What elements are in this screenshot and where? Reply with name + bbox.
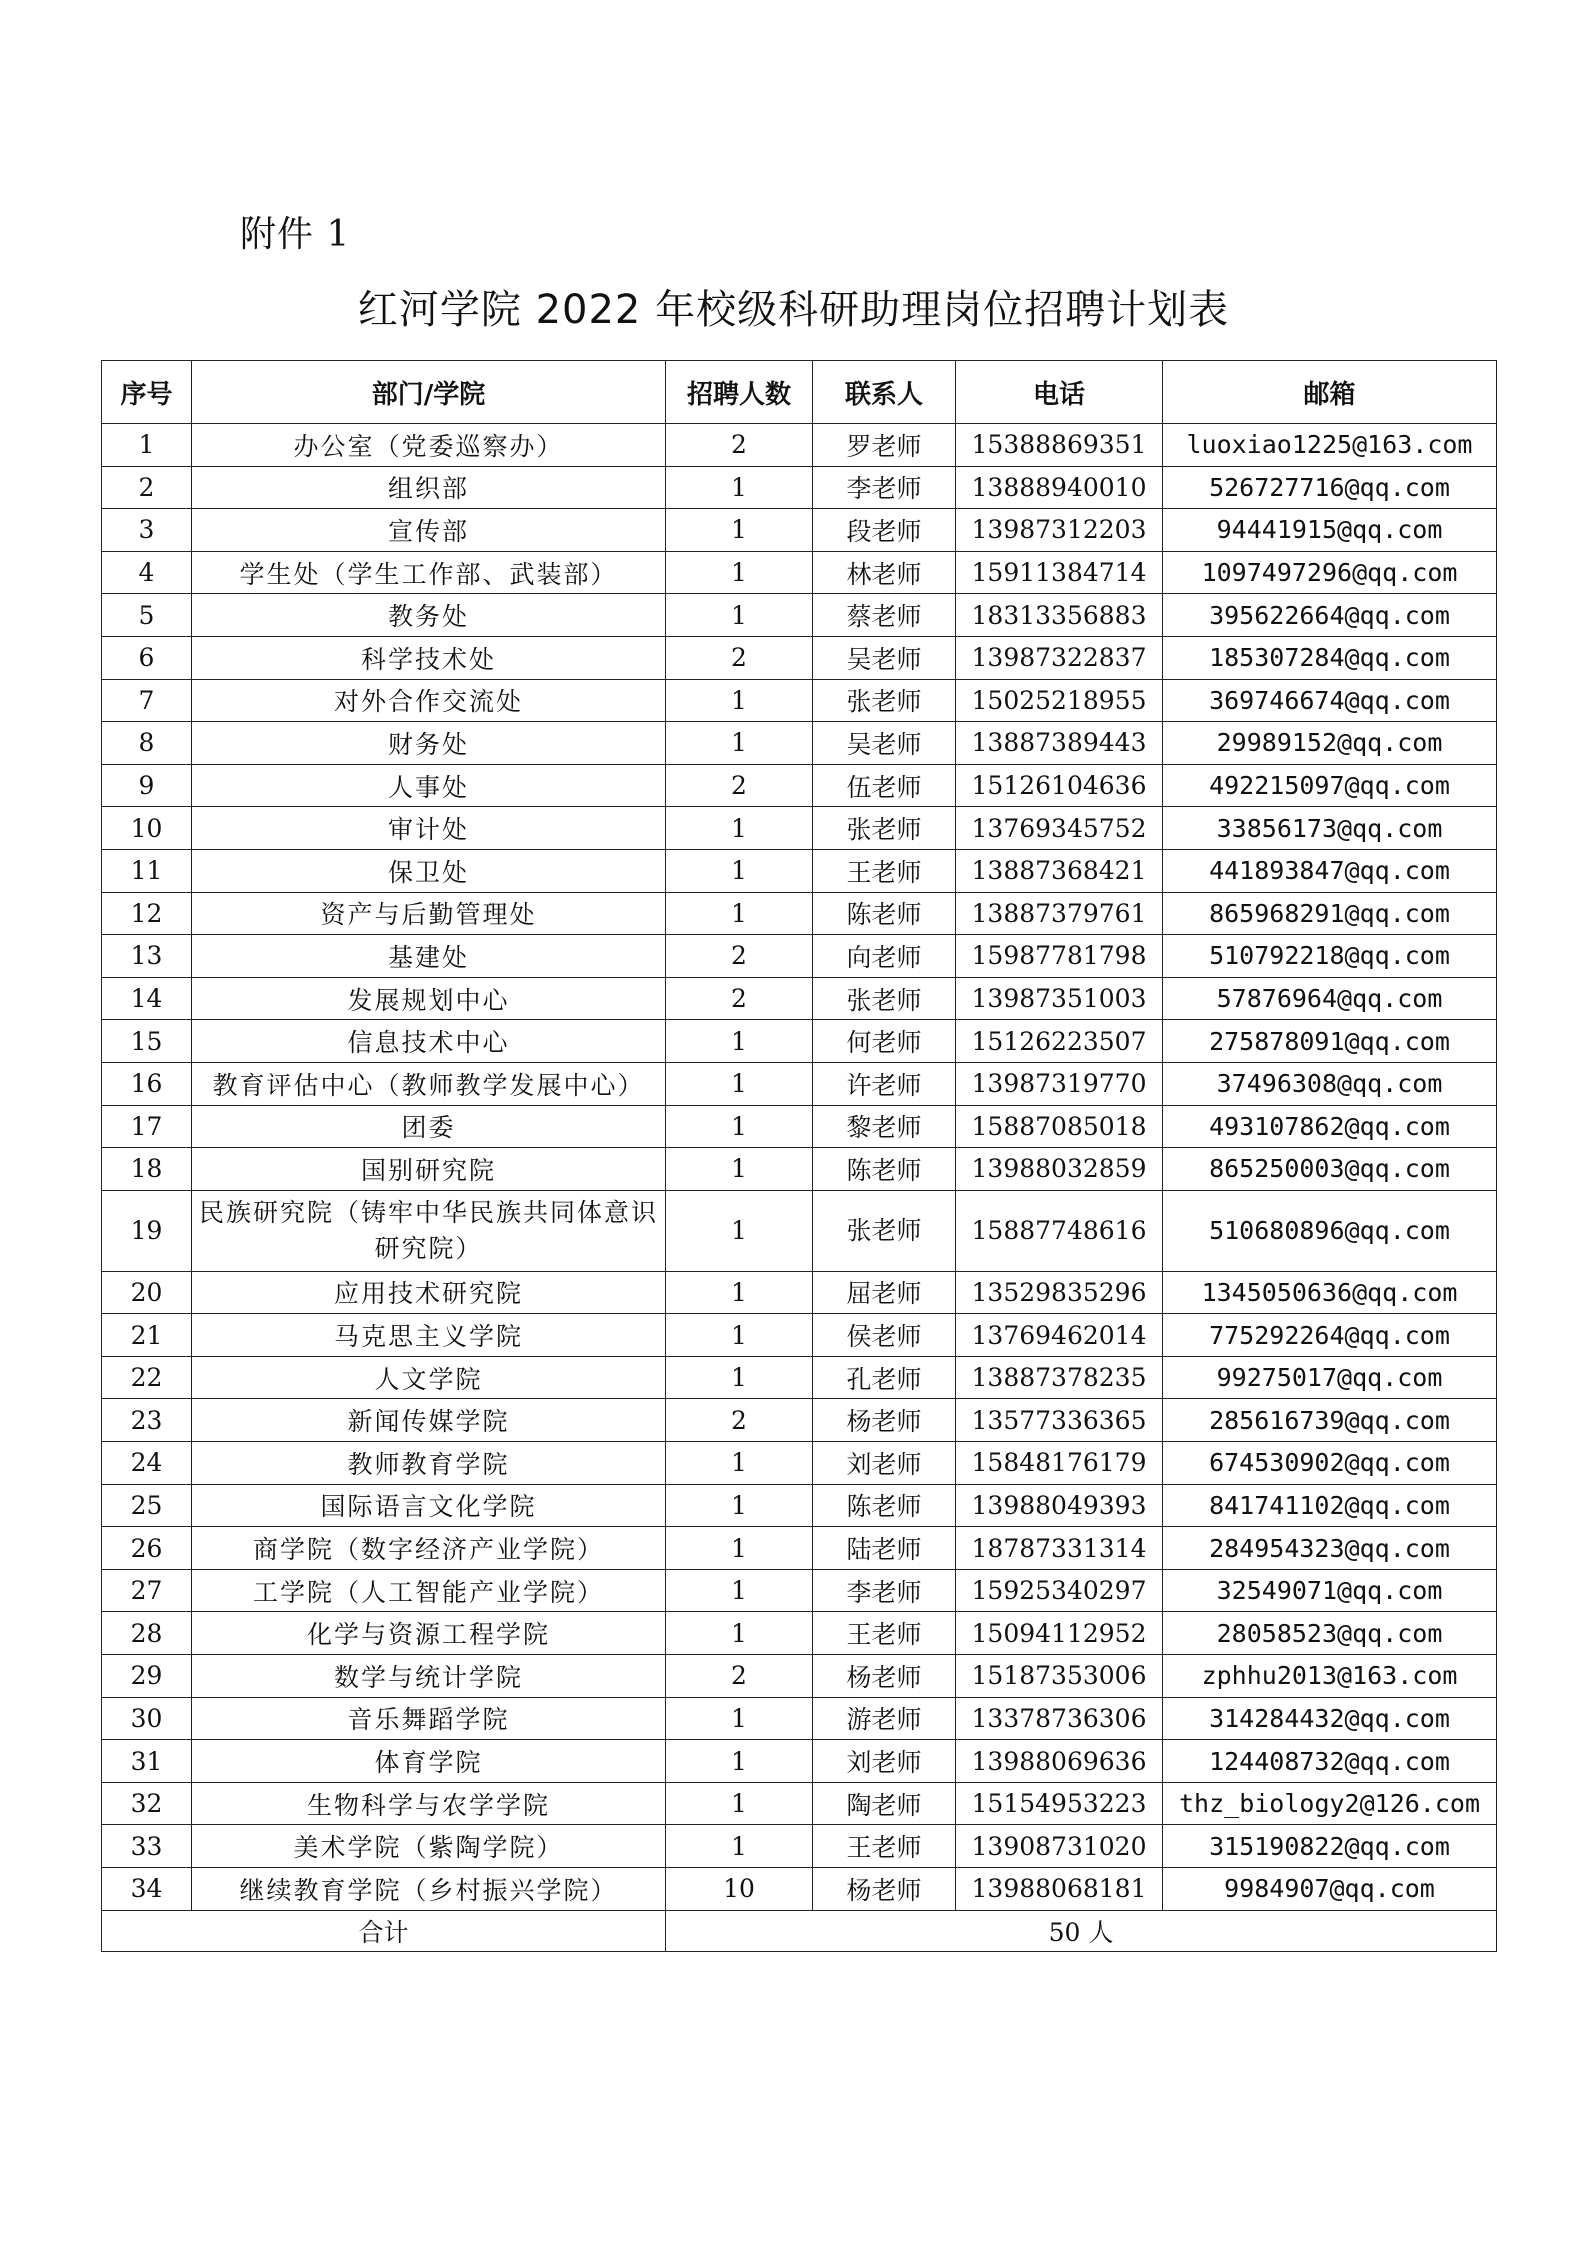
cell-email: 510792218@qq.com (1163, 935, 1497, 978)
cell-headcount: 1 (666, 594, 813, 637)
table-row (102, 1484, 1497, 1527)
cell-phone: 13378736306 (956, 1697, 1163, 1740)
cell-contact: 张老师 (813, 1190, 956, 1271)
cell-contact: 王老师 (813, 1825, 956, 1868)
cell-index: 17 (102, 1105, 192, 1148)
cell-index: 25 (102, 1484, 192, 1527)
cell-index: 24 (102, 1442, 192, 1485)
page-title: 红河学院 2022 年校级科研助理岗位招聘计划表 (357, 287, 1230, 333)
cell-index: 13 (102, 935, 192, 978)
cell-email: 865250003@qq.com (1163, 1148, 1497, 1191)
cell-email: 32549071@qq.com (1163, 1569, 1497, 1612)
cell-contact: 王老师 (813, 1612, 956, 1655)
cell-department: 办公室（党委巡察办） (192, 424, 666, 467)
table-row (102, 935, 1497, 978)
table-row (102, 1356, 1497, 1399)
cell-headcount: 2 (666, 1655, 813, 1698)
cell-index: 19 (102, 1190, 192, 1271)
table-row (102, 509, 1497, 552)
cell-phone: 13987351003 (956, 977, 1163, 1020)
cell-phone: 15187353006 (956, 1655, 1163, 1698)
cell-index: 1 (102, 424, 192, 467)
cell-department: 审计处 (192, 807, 666, 850)
cell-department: 美术学院（紫陶学院） (192, 1825, 666, 1868)
cell-email: zphhu2013@163.com (1163, 1655, 1497, 1698)
cell-phone: 15925340297 (956, 1569, 1163, 1612)
cell-department: 发展规划中心 (192, 977, 666, 1020)
cell-department: 数学与统计学院 (192, 1655, 666, 1698)
cell-contact: 孔老师 (813, 1356, 956, 1399)
cell-index: 10 (102, 807, 192, 850)
cell-phone: 15154953223 (956, 1782, 1163, 1825)
header-index: 序号 (102, 361, 192, 424)
cell-headcount: 1 (666, 1782, 813, 1825)
cell-department: 应用技术研究院 (192, 1271, 666, 1314)
cell-contact: 段老师 (813, 509, 956, 552)
table-row (102, 636, 1497, 679)
cell-headcount: 2 (666, 935, 813, 978)
cell-phone: 15911384714 (956, 551, 1163, 594)
cell-department: 马克思主义学院 (192, 1314, 666, 1357)
table-row (102, 1314, 1497, 1357)
cell-headcount: 1 (666, 1740, 813, 1783)
cell-index: 34 (102, 1868, 192, 1911)
cell-phone: 15094112952 (956, 1612, 1163, 1655)
cell-headcount: 1 (666, 1697, 813, 1740)
cell-phone: 18787331314 (956, 1527, 1163, 1570)
cell-index: 27 (102, 1569, 192, 1612)
table-row (102, 1190, 1497, 1271)
cell-contact: 张老师 (813, 679, 956, 722)
cell-department: 工学院（人工智能产业学院） (192, 1569, 666, 1612)
table-row (102, 594, 1497, 637)
cell-email: 124408732@qq.com (1163, 1740, 1497, 1783)
cell-headcount: 1 (666, 1148, 813, 1191)
cell-contact: 侯老师 (813, 1314, 956, 1357)
cell-phone: 15126223507 (956, 1020, 1163, 1063)
cell-index: 28 (102, 1612, 192, 1655)
cell-index: 31 (102, 1740, 192, 1783)
cell-contact: 伍老师 (813, 764, 956, 807)
cell-index: 6 (102, 636, 192, 679)
cell-department: 科学技术处 (192, 636, 666, 679)
cell-phone: 13887389443 (956, 722, 1163, 765)
cell-index: 26 (102, 1527, 192, 1570)
cell-department: 人事处 (192, 764, 666, 807)
cell-headcount: 1 (666, 1569, 813, 1612)
table-row (102, 1655, 1497, 1698)
cell-department: 教师教育学院 (192, 1442, 666, 1485)
cell-email: 33856173@qq.com (1163, 807, 1497, 850)
cell-contact: 刘老师 (813, 1740, 956, 1783)
cell-headcount: 1 (666, 1020, 813, 1063)
cell-contact: 杨老师 (813, 1399, 956, 1442)
cell-contact: 王老师 (813, 849, 956, 892)
cell-department: 商学院（数字经济产业学院） (192, 1527, 666, 1570)
cell-headcount: 1 (666, 1527, 813, 1570)
cell-phone: 13887379761 (956, 892, 1163, 935)
table-row (102, 1740, 1497, 1783)
cell-headcount: 1 (666, 807, 813, 850)
cell-email: 28058523@qq.com (1163, 1612, 1497, 1655)
cell-contact: 吴老师 (813, 636, 956, 679)
cell-phone: 15887748616 (956, 1190, 1163, 1271)
cell-contact: 李老师 (813, 466, 956, 509)
cell-phone: 13887368421 (956, 849, 1163, 892)
cell-headcount: 2 (666, 1399, 813, 1442)
cell-email: 29989152@qq.com (1163, 722, 1497, 765)
attachment-label: 附件 1 (240, 214, 351, 255)
table-row (102, 1020, 1497, 1063)
cell-index: 3 (102, 509, 192, 552)
cell-contact: 游老师 (813, 1697, 956, 1740)
table-row (102, 1697, 1497, 1740)
cell-email: 185307284@qq.com (1163, 636, 1497, 679)
cell-email: 284954323@qq.com (1163, 1527, 1497, 1570)
table-row (102, 679, 1497, 722)
cell-index: 2 (102, 466, 192, 509)
cell-index: 9 (102, 764, 192, 807)
cell-headcount: 1 (666, 1314, 813, 1357)
cell-contact: 陶老师 (813, 1782, 956, 1825)
cell-email: 369746674@qq.com (1163, 679, 1497, 722)
table-header-row (102, 361, 1497, 424)
cell-headcount: 1 (666, 1484, 813, 1527)
cell-headcount: 1 (666, 892, 813, 935)
cell-department: 对外合作交流处 (192, 679, 666, 722)
cell-headcount: 1 (666, 1356, 813, 1399)
cell-headcount: 1 (666, 1105, 813, 1148)
cell-email: luoxiao1225@163.com (1163, 424, 1497, 467)
table-row (102, 1399, 1497, 1442)
cell-index: 15 (102, 1020, 192, 1063)
cell-email: 285616739@qq.com (1163, 1399, 1497, 1442)
cell-email: 493107862@qq.com (1163, 1105, 1497, 1148)
cell-contact: 罗老师 (813, 424, 956, 467)
header-phone: 电话 (956, 361, 1163, 424)
cell-contact: 吴老师 (813, 722, 956, 765)
cell-index: 4 (102, 551, 192, 594)
cell-department: 民族研究院（铸牢中华民族共同体意识研究院） (192, 1190, 666, 1271)
table-row (102, 1782, 1497, 1825)
table-row (102, 1868, 1497, 1911)
total-value: 50 人 (666, 1910, 1497, 1951)
total-row (102, 1910, 1497, 1951)
cell-department: 团委 (192, 1105, 666, 1148)
cell-phone: 13769462014 (956, 1314, 1163, 1357)
cell-email: 492215097@qq.com (1163, 764, 1497, 807)
cell-department: 组织部 (192, 466, 666, 509)
cell-headcount: 1 (666, 551, 813, 594)
cell-phone: 13988068181 (956, 1868, 1163, 1911)
cell-email: 1345050636@qq.com (1163, 1271, 1497, 1314)
cell-department: 保卫处 (192, 849, 666, 892)
cell-email: 510680896@qq.com (1163, 1190, 1497, 1271)
cell-index: 7 (102, 679, 192, 722)
cell-phone: 18313356883 (956, 594, 1163, 637)
table-row (102, 551, 1497, 594)
cell-email: 94441915@qq.com (1163, 509, 1497, 552)
table-row (102, 1442, 1497, 1485)
cell-email: 57876964@qq.com (1163, 977, 1497, 1020)
cell-email: 275878091@qq.com (1163, 1020, 1497, 1063)
cell-email: 441893847@qq.com (1163, 849, 1497, 892)
cell-index: 22 (102, 1356, 192, 1399)
cell-index: 33 (102, 1825, 192, 1868)
table-row (102, 722, 1497, 765)
cell-headcount: 2 (666, 424, 813, 467)
cell-headcount: 2 (666, 636, 813, 679)
cell-contact: 陈老师 (813, 1484, 956, 1527)
cell-headcount: 2 (666, 977, 813, 1020)
cell-department: 化学与资源工程学院 (192, 1612, 666, 1655)
cell-index: 18 (102, 1148, 192, 1191)
cell-department: 资产与后勤管理处 (192, 892, 666, 935)
cell-index: 23 (102, 1399, 192, 1442)
cell-department: 国际语言文化学院 (192, 1484, 666, 1527)
cell-headcount: 1 (666, 1271, 813, 1314)
cell-email: 1097497296@qq.com (1163, 551, 1497, 594)
cell-email: 674530902@qq.com (1163, 1442, 1497, 1485)
cell-phone: 15388869351 (956, 424, 1163, 467)
cell-phone: 13987319770 (956, 1062, 1163, 1105)
table-row (102, 1062, 1497, 1105)
cell-department: 国别研究院 (192, 1148, 666, 1191)
table-row (102, 1105, 1497, 1148)
table-row (102, 1148, 1497, 1191)
cell-email: 395622664@qq.com (1163, 594, 1497, 637)
table-row (102, 1825, 1497, 1868)
cell-contact: 杨老师 (813, 1868, 956, 1911)
cell-headcount: 1 (666, 1190, 813, 1271)
cell-index: 29 (102, 1655, 192, 1698)
cell-contact: 林老师 (813, 551, 956, 594)
cell-contact: 陈老师 (813, 892, 956, 935)
cell-email: 775292264@qq.com (1163, 1314, 1497, 1357)
cell-phone: 15025218955 (956, 679, 1163, 722)
cell-index: 5 (102, 594, 192, 637)
cell-headcount: 1 (666, 722, 813, 765)
cell-contact: 刘老师 (813, 1442, 956, 1485)
table-row (102, 424, 1497, 467)
cell-phone: 15987781798 (956, 935, 1163, 978)
cell-index: 30 (102, 1697, 192, 1740)
cell-headcount: 1 (666, 679, 813, 722)
cell-headcount: 1 (666, 509, 813, 552)
cell-email: 99275017@qq.com (1163, 1356, 1497, 1399)
cell-department: 基建处 (192, 935, 666, 978)
cell-contact: 张老师 (813, 807, 956, 850)
cell-department: 教务处 (192, 594, 666, 637)
cell-department: 学生处（学生工作部、武装部） (192, 551, 666, 594)
cell-department: 信息技术中心 (192, 1020, 666, 1063)
cell-contact: 蔡老师 (813, 594, 956, 637)
cell-phone: 13577336365 (956, 1399, 1163, 1442)
cell-phone: 13987312203 (956, 509, 1163, 552)
table-row (102, 807, 1497, 850)
table-row (102, 1569, 1497, 1612)
cell-phone: 13888940010 (956, 466, 1163, 509)
cell-contact: 陈老师 (813, 1148, 956, 1191)
cell-contact: 向老师 (813, 935, 956, 978)
table-row (102, 764, 1497, 807)
cell-contact: 何老师 (813, 1020, 956, 1063)
cell-index: 11 (102, 849, 192, 892)
cell-department: 宣传部 (192, 509, 666, 552)
cell-department: 音乐舞蹈学院 (192, 1697, 666, 1740)
cell-headcount: 2 (666, 764, 813, 807)
cell-email: 315190822@qq.com (1163, 1825, 1497, 1868)
total-label: 合计 (102, 1910, 666, 1951)
cell-email: 37496308@qq.com (1163, 1062, 1497, 1105)
cell-department: 教育评估中心（教师教学发展中心） (192, 1062, 666, 1105)
cell-index: 14 (102, 977, 192, 1020)
table-row (102, 892, 1497, 935)
header-email: 邮箱 (1163, 361, 1497, 424)
cell-email: 314284432@qq.com (1163, 1697, 1497, 1740)
cell-headcount: 1 (666, 1442, 813, 1485)
cell-contact: 李老师 (813, 1569, 956, 1612)
cell-index: 21 (102, 1314, 192, 1357)
table-row (102, 1612, 1497, 1655)
recruitment-plan-table (101, 360, 1497, 1952)
cell-phone: 13908731020 (956, 1825, 1163, 1868)
cell-index: 16 (102, 1062, 192, 1105)
header-headcount: 招聘人数 (666, 361, 813, 424)
cell-phone: 13769345752 (956, 807, 1163, 850)
cell-department: 财务处 (192, 722, 666, 765)
cell-department: 继续教育学院（乡村振兴学院） (192, 1868, 666, 1911)
cell-email: 841741102@qq.com (1163, 1484, 1497, 1527)
cell-department: 体育学院 (192, 1740, 666, 1783)
cell-contact: 黎老师 (813, 1105, 956, 1148)
cell-phone: 13988049393 (956, 1484, 1163, 1527)
table-row (102, 849, 1497, 892)
cell-phone: 13887378235 (956, 1356, 1163, 1399)
cell-department: 新闻传媒学院 (192, 1399, 666, 1442)
cell-phone: 13988069636 (956, 1740, 1163, 1783)
table-row (102, 1527, 1497, 1570)
table-row (102, 1271, 1497, 1314)
table-row (102, 466, 1497, 509)
cell-contact: 许老师 (813, 1062, 956, 1105)
cell-email: 526727716@qq.com (1163, 466, 1497, 509)
cell-contact: 杨老师 (813, 1655, 956, 1698)
table-row (102, 977, 1497, 1020)
cell-headcount: 10 (666, 1868, 813, 1911)
cell-phone: 13987322837 (956, 636, 1163, 679)
cell-department: 生物科学与农学学院 (192, 1782, 666, 1825)
cell-headcount: 1 (666, 1612, 813, 1655)
cell-email: thz_biology2@126.com (1163, 1782, 1497, 1825)
cell-index: 20 (102, 1271, 192, 1314)
cell-email: 9984907@qq.com (1163, 1868, 1497, 1911)
cell-phone: 15848176179 (956, 1442, 1163, 1485)
cell-headcount: 1 (666, 466, 813, 509)
cell-index: 32 (102, 1782, 192, 1825)
cell-contact: 张老师 (813, 977, 956, 1020)
cell-contact: 陆老师 (813, 1527, 956, 1570)
cell-index: 12 (102, 892, 192, 935)
cell-phone: 13988032859 (956, 1148, 1163, 1191)
cell-phone: 15126104636 (956, 764, 1163, 807)
cell-headcount: 1 (666, 1062, 813, 1105)
cell-contact: 屈老师 (813, 1271, 956, 1314)
cell-email: 865968291@qq.com (1163, 892, 1497, 935)
cell-index: 8 (102, 722, 192, 765)
cell-phone: 15887085018 (956, 1105, 1163, 1148)
header-department: 部门/学院 (192, 361, 666, 424)
cell-headcount: 1 (666, 1825, 813, 1868)
cell-department: 人文学院 (192, 1356, 666, 1399)
cell-phone: 13529835296 (956, 1271, 1163, 1314)
cell-headcount: 1 (666, 849, 813, 892)
header-contact: 联系人 (813, 361, 956, 424)
